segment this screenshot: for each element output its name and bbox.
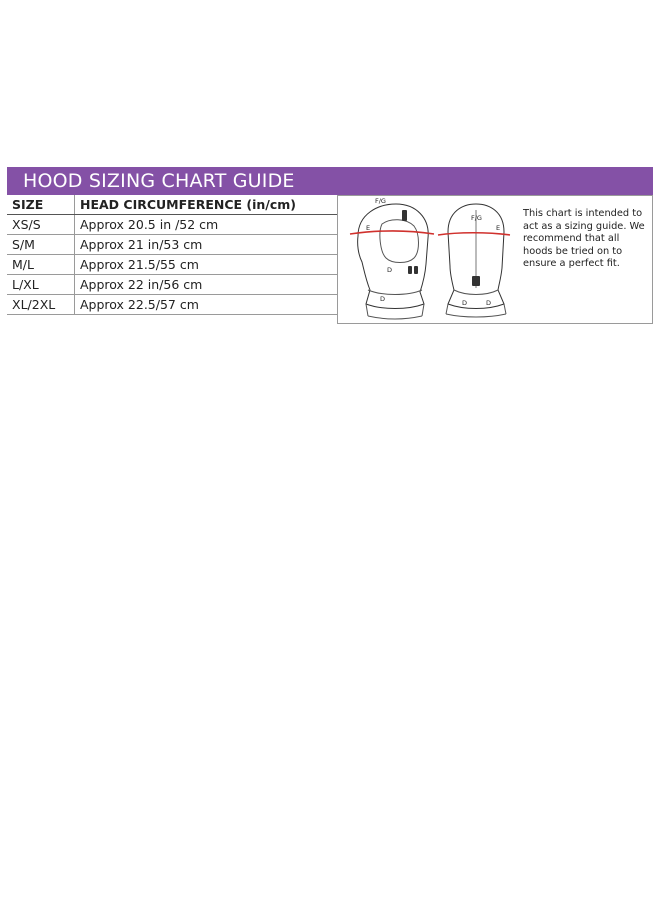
table-row <box>7 215 337 235</box>
sizing-chart <box>7 167 653 324</box>
table-row <box>7 275 337 295</box>
cell-circumference: Approx 20.5 in /52 cm <box>75 215 338 235</box>
sizing-note: This chart is intended to act as a sizing guide. We recommend that all hoods be tried on to ensure a perfect fit. <box>523 208 645 270</box>
side-label-side: E <box>366 224 371 232</box>
table-row <box>7 235 337 255</box>
cell-size: S/M <box>7 235 75 255</box>
side-measure-line <box>350 231 434 234</box>
cell-circumference: Approx 22 in/56 cm <box>75 275 338 295</box>
cell-size: XL/2XL <box>7 295 75 315</box>
hood-diagram-panel <box>337 195 653 324</box>
hood-side-logo <box>402 210 418 274</box>
cell-size: L/XL <box>7 275 75 295</box>
table-row <box>7 295 337 315</box>
side-label-bottom: D <box>380 295 386 303</box>
cell-size: M/L <box>7 255 75 275</box>
cell-circumference: Approx 22.5/57 cm <box>75 295 338 315</box>
hood-side-view <box>358 204 429 319</box>
back-measure-line <box>438 233 510 235</box>
header-size: SIZE <box>7 195 75 215</box>
back-label-top: F/G <box>471 214 482 222</box>
header-head-circumference: HEAD CIRCUMFERENCE (in/cm) <box>75 195 338 215</box>
back-label-side: E <box>496 224 501 232</box>
cell-size: XS/S <box>7 215 75 235</box>
back-label-bottom-left: D <box>462 299 468 307</box>
back-label-bottom-right: D <box>486 299 492 307</box>
size-table <box>7 195 337 315</box>
cell-circumference: Approx 21 in/53 cm <box>75 235 338 255</box>
cell-circumference: Approx 21.5/55 cm <box>75 255 338 275</box>
side-label-top: F/G <box>375 197 386 205</box>
table-header-row <box>7 195 337 215</box>
table-row <box>7 255 337 275</box>
chart-title: HOOD SIZING CHART GUIDE <box>7 167 653 195</box>
side-label-lower: D <box>387 266 393 274</box>
hood-back-logo <box>472 276 480 286</box>
